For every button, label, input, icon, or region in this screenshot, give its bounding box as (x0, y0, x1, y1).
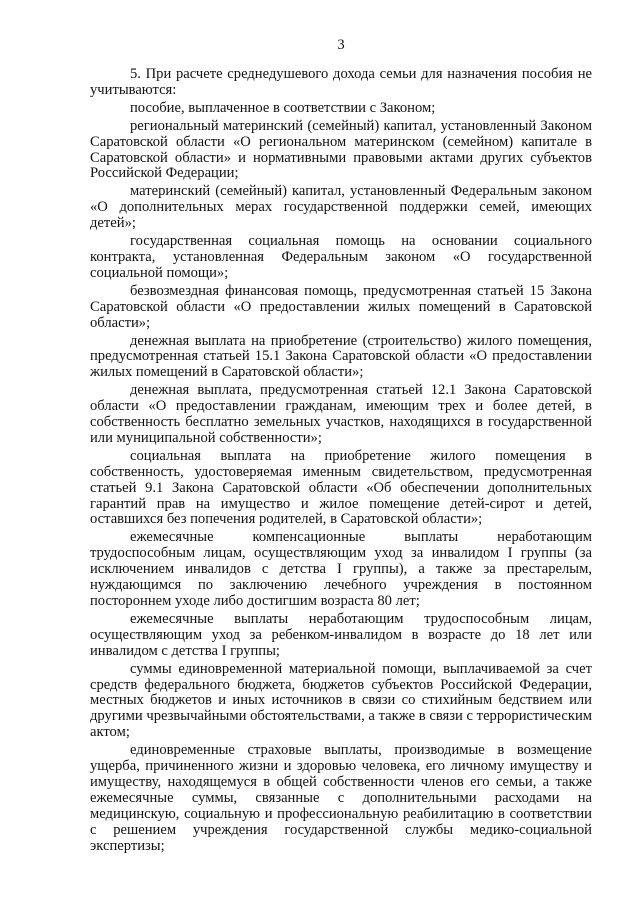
paragraph-financial-aid: безвозмездная финансовая помощь, предусмотренная статьей 15 Закона Саратовской области «О предоставлении жилых помещений в Саратовской области»; (90, 282, 592, 331)
paragraph-disaster-aid: суммы единовременной материальной помощи, выплачиваемой за счет средств федерального бюджета, бюджетов субъектов Российской Федерации, местных бюджетов и иных источников в связи со стихийным бедствием или другими чрезвычайными обстоятельствами, а также в связи с террористическим актом; (90, 660, 592, 741)
paragraph-disabled-child-care: ежемесячные выплаты неработающим трудоспособным лицам, осуществляющим уход за ребенком-инвалидом в возрасте до 18 лет или инвалидом с детства I группы; (90, 610, 592, 659)
paragraph-land-plot-payment: денежная выплата, предусмотренная статьей 12.1 Закона Саратовской области «О предоставлении гражданам, имеющим трех и более детей, в собственность бесплатно земельных участков, находящихся в государственной или муниципальной собственности»; (90, 382, 592, 446)
paragraph-social-contract: государственная социальная помощь на основании социального контракта, установленная Федеральным законом «О государственной социальной помощи»; (90, 233, 592, 281)
paragraph-compensation-payments: ежемесячные компенсационные выплаты неработающим трудоспособным лицам, осуществляющим уход за инвалидом I группы (за исключением инвалидов с детства I группы), а также за престарелым, нуждающимся по заключению лечебного учреждения в постоянном постороннем уходе либо достигшим возраста 80 лет; (90, 529, 592, 609)
document-body (90, 67, 592, 857)
paragraph-regional-maternity-capital: региональный материнский (семейный) капитал, установленный Законом Саратовской области «О региональном материнском (семейном) капитале в Саратовской области» и нормативными правовыми актами других субъектов Российской Федерации; (90, 117, 592, 182)
paragraph-housing-payment: денежная выплата на приобретение (строительство) жилого помещения, предусмотренная статьей 15.1 Закона Саратовской области «О предоставлении жилых помещений в Саратовской области»; (90, 332, 592, 381)
paragraph-item-5-intro: 5. При расчете среднедушевого дохода семьи для назначения пособия не учитываются: (90, 66, 592, 98)
paragraph-insurance-payments: единовременные страховые выплаты, производимые в возмещение ущерба, причиненного жизни и здоровью человека, его личному имуществу и имуществу, находящемуся в общей собственности членов его семьи, а также ежемесячные суммы, связанные с дополнительными расходами на медицинскую, социальную и профессиональную реабилитацию в соответствии с решением учреждения государственной службы медико-социальной экспертизы; (90, 742, 592, 854)
paragraph-orphans-housing: социальная выплата на приобретение жилого помещения в собственность, удостоверяемая именным свидетельством, предусмотренная статьей 9.1 Закона Саратовской области «Об обеспечении дополнительных гарантий прав на имущество и жилое помещение детей-сирот и детей, оставшихся без попечения родителей, в Саратовской области»; (90, 447, 592, 528)
page-number: 3 (337, 37, 345, 53)
paragraph-federal-maternity-capital: материнский (семейный) капитал, установленный Федеральным законом «О дополнительных мерах государственной поддержки семей, имеющих детей»; (90, 183, 592, 232)
paragraph-allowance: пособие, выплаченное в соответствии с Законом; (130, 99, 436, 116)
